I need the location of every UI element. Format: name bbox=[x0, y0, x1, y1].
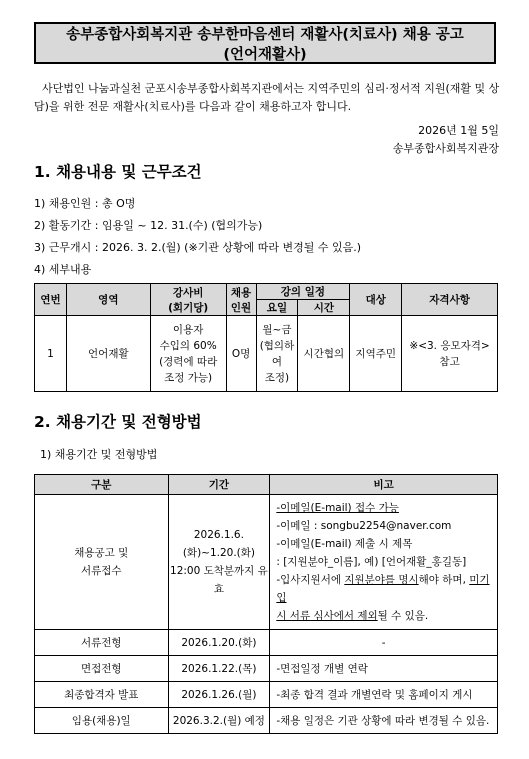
th-fee-l1: 강사비 bbox=[172, 286, 204, 299]
th-area: 영역 bbox=[66, 284, 150, 316]
section2-sub: 1) 채용기간 및 전형방법 bbox=[40, 448, 158, 461]
th-day: 요일 bbox=[256, 300, 298, 316]
row-period: 2026.3.2.(월) 예정 bbox=[168, 708, 270, 734]
table-row bbox=[35, 682, 498, 708]
th-time: 시간 bbox=[298, 300, 350, 316]
row-note: - bbox=[270, 630, 498, 656]
intro-paragraph: 사단법인 나눔과실천 군포시송부종합사회복지관에서는 지역주민의 심리·정서적 지원(재활 및 상담)을 위한 전문 재활사(치료사)를 다음과 같이 채용하고자 합니다. bbox=[34, 82, 500, 113]
cell-qual bbox=[402, 316, 498, 392]
cell-no: 1 bbox=[35, 316, 67, 392]
row-notes bbox=[270, 495, 498, 630]
day-line: (협의하여 bbox=[259, 339, 295, 368]
cell-fee bbox=[150, 316, 226, 392]
th-hire-l2: 인원 bbox=[230, 301, 252, 314]
cell-time: 시간협의 bbox=[298, 316, 350, 392]
cell-hire: O명 bbox=[226, 316, 256, 392]
row-period: 2026.1.26.(월) bbox=[168, 682, 270, 708]
note-email-subject-example: : [지원분야_이름], 예) [언어재활_홍길동] bbox=[276, 556, 467, 568]
organization-head: 송부종합사회복지관장 bbox=[392, 142, 499, 155]
notice-date: 2026년 1월 5일 bbox=[418, 124, 499, 137]
row-note: -최종 합격 결과 개별연락 및 홈페이지 게시 bbox=[270, 682, 498, 708]
fee-line: (경력에 따라 bbox=[159, 355, 218, 368]
day-line: 조정) bbox=[264, 371, 290, 384]
note-email-address: -이메일 : songbu2254@naver.com bbox=[276, 520, 452, 532]
th-remarks: 비고 bbox=[270, 475, 498, 495]
row-note: -면접일정 개별 연락 bbox=[270, 656, 498, 682]
schedule-table bbox=[34, 474, 498, 734]
cell-day bbox=[256, 316, 298, 392]
table-row bbox=[35, 656, 498, 682]
note-text: 해야 하며, bbox=[418, 574, 470, 586]
note-text-underlined: 지원분야를 명시 bbox=[344, 574, 419, 586]
note-email-accept: -이메일(E-mail) 접수 가능 bbox=[276, 502, 399, 514]
row-period: 2026.1.22.(목) bbox=[168, 656, 270, 682]
th-hire-l1: 채용 bbox=[230, 286, 252, 299]
th-hire bbox=[226, 284, 256, 316]
th-period: 기간 bbox=[168, 475, 270, 495]
row-period bbox=[168, 495, 270, 630]
table-row bbox=[35, 495, 498, 630]
row-name: 면접전형 bbox=[35, 656, 169, 682]
row-period: 2026.1.20.(화) bbox=[168, 630, 270, 656]
qual-line: ※<3. 응모자격> bbox=[409, 339, 490, 352]
item-headcount: 1) 채용인원 : 총 O명 bbox=[34, 197, 136, 210]
th-category: 구분 bbox=[35, 475, 169, 495]
item-details: 4) 세부내용 bbox=[34, 263, 92, 276]
note-application-line1 bbox=[276, 571, 491, 607]
th-qual: 자격사항 bbox=[402, 284, 498, 316]
fee-line: 조정 가능) bbox=[164, 371, 213, 384]
day-line: 월~금 bbox=[262, 323, 292, 336]
th-fee bbox=[150, 284, 226, 316]
period-line: 12:00 도착분까지 유효 bbox=[170, 565, 268, 595]
qual-line: 참고 bbox=[439, 355, 460, 368]
fee-line: 이용자 bbox=[172, 323, 204, 336]
row-name bbox=[35, 495, 169, 630]
table-row bbox=[35, 630, 498, 656]
row-name: 임용(채용)일 bbox=[35, 708, 169, 734]
details-table bbox=[34, 283, 498, 392]
note-text: 될 수 있음. bbox=[377, 610, 429, 622]
th-no: 연번 bbox=[35, 284, 67, 316]
th-fee-l2: (회기당) bbox=[168, 301, 209, 314]
notice-title-line2: (언어재활사) bbox=[223, 47, 307, 63]
table-row bbox=[35, 708, 498, 734]
item-start: 3) 근무개시 : 2026. 3. 2.(월) (※기관 상황에 따라 변경될 수 있음.) bbox=[34, 241, 362, 254]
table-row bbox=[35, 316, 498, 392]
row-name: 최종합격자 발표 bbox=[35, 682, 169, 708]
note-application-line2 bbox=[276, 607, 491, 625]
row-name: 서류전형 bbox=[35, 630, 169, 656]
item-period: 2) 활동기간 : 임용일 ~ 12. 31.(수) (협의가능) bbox=[34, 219, 263, 232]
name-line: 서류접수 bbox=[80, 565, 122, 577]
note-email-subject: -이메일(E-mail) 제출 시 제목 bbox=[276, 538, 413, 550]
notice-title-box bbox=[34, 22, 496, 64]
note-text: -입사지원서에 bbox=[276, 574, 345, 586]
th-schedule: 강의 일정 bbox=[256, 284, 350, 300]
row-note: -채용 일정은 기관 상황에 따라 변경될 수 있음. bbox=[270, 708, 498, 734]
note-text-underlined: 미기입 bbox=[276, 574, 490, 604]
name-line: 채용공고 및 bbox=[74, 547, 129, 559]
notice-title-line1: 송부종합사회복지관 송부한마음센터 재활사(치료사) 채용 공고 bbox=[66, 27, 464, 43]
cell-area: 언어재활 bbox=[66, 316, 150, 392]
th-target: 대상 bbox=[350, 284, 402, 316]
section1-title: 1. 채용내용 및 근무조건 bbox=[34, 163, 202, 181]
note-text-underlined: 시 서류 심사에서 제외 bbox=[276, 610, 378, 622]
fee-line: 수입의 60% bbox=[159, 339, 217, 352]
period-line: 2026.1.6.(화)~1.20.(화) bbox=[182, 529, 256, 559]
section2-title: 2. 채용기간 및 전형방법 bbox=[34, 413, 202, 431]
cell-target: 지역주민 bbox=[350, 316, 402, 392]
